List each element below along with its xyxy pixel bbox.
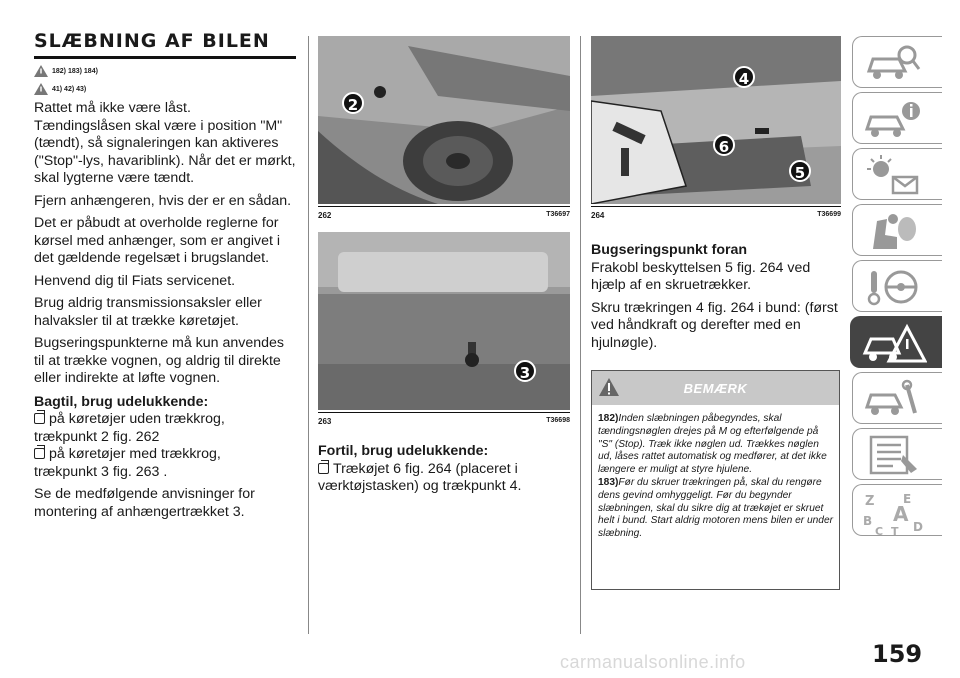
paragraph: Henvend dig til Fiats servicenet.	[34, 272, 236, 289]
rear-bumper-illustration	[318, 232, 570, 410]
breakdown-warning-icon	[861, 323, 927, 363]
bullet-line	[318, 461, 568, 479]
svg-text:T: T	[891, 525, 899, 537]
checkbox-bullet-icon	[34, 413, 45, 424]
svg-text:E: E	[903, 492, 912, 506]
figure-caption	[318, 206, 570, 222]
figure-caption	[318, 412, 570, 428]
bullet-text: på køretøjer uden trækkrog,	[49, 411, 225, 427]
column-divider	[580, 36, 581, 634]
figure-number: 264	[591, 211, 605, 220]
warning-refs-2	[34, 83, 296, 95]
callout-2: 2	[342, 92, 364, 114]
paragraph: Brug aldrig transmissionsaksler eller halvaksler til at trække køretøjet.	[34, 295, 262, 329]
paragraph: Frakobl beskyttelsen 5 fig. 264 ved hjælp af en skruetrækker.	[591, 259, 811, 293]
figure-262-rear-tow-point	[318, 36, 570, 204]
page-title: SLÆBNING AF BILEN	[34, 30, 296, 59]
svg-text:D: D	[913, 520, 923, 534]
bullet-continuation: trækpunkt 3 fig. 263 .	[34, 463, 168, 480]
figure-code: T36698	[546, 417, 570, 424]
bullet-text: på køretøjer med trækkrog,	[49, 446, 221, 462]
note-label: BEMÆRK	[683, 381, 748, 396]
paragraph: Bugseringspunkterne må kun anvendes til at trække vognen, og aldrig til direkte eller indirekte at løfte vognen.	[34, 335, 285, 386]
note-ref: 182)	[598, 413, 619, 424]
sidebar-tab-car-info[interactable]	[852, 92, 942, 144]
sidebar-tab-maintenance[interactable]	[852, 372, 942, 424]
svg-text:Z: Z	[865, 494, 875, 509]
watermark: carmanualsonline.info	[560, 652, 746, 672]
warning-triangle-icon	[34, 83, 48, 95]
warning-triangle-icon	[34, 65, 48, 77]
checkbox-bullet-icon	[318, 463, 329, 474]
warning-refs-text: 41) 42) 43)	[52, 85, 87, 93]
warning-refs-1	[34, 65, 296, 77]
figure-264-front-tow-point	[591, 36, 841, 204]
note-text: Inden slæbningen påbegyndes, skal tændingsnøglen drejes på M og efterfølgende på "S" (Stop). Træk ikke nøglen ud. Trækkes nøglen ud, låses rattet automatisk og medfører, at det ikke længere er muligt at styre hjulene.	[598, 413, 827, 476]
svg-text:C: C	[875, 525, 884, 537]
figure-number: 262	[318, 211, 332, 220]
callout-4: 4	[733, 66, 755, 88]
paragraph: Se de medfølgende anvisninger for montering af anhængertrækket 3.	[34, 486, 255, 520]
note-item	[598, 413, 833, 477]
figure-263-tow-hook	[318, 232, 570, 410]
bullet-text: Trækøjet 6 fig. 264 (placeret i	[333, 460, 518, 477]
sidebar-tab-index[interactable]	[852, 484, 942, 536]
sidebar-tab-specifications[interactable]	[852, 428, 942, 480]
sidebar-tab-car-search[interactable]	[852, 36, 942, 88]
main-column	[34, 30, 296, 521]
callout-3: 3	[514, 360, 536, 382]
rear-underbody-illustration	[318, 36, 570, 204]
bullet-continuation: trækpunkt 2 fig. 262	[34, 428, 160, 445]
front-tow-section	[318, 443, 568, 496]
bullet-continuation: værktøjstasken) og trækpunkt 4.	[318, 478, 522, 494]
page-number: 159	[872, 640, 923, 668]
column-divider	[308, 36, 309, 634]
sidebar-tab-airbag[interactable]	[852, 204, 942, 256]
subheading: Fortil, brug udelukkende:	[318, 443, 489, 459]
paragraph: Tændingslåsen skal være i position "M" (tændt), så signaleringen kan aktiveres ("Stop"-lys, havariblink). Når det er mørkt, skal lygterne være tændt.	[34, 117, 296, 186]
car-maintenance-icon	[863, 379, 923, 419]
figure-caption	[591, 206, 841, 222]
lights-mail-icon	[863, 155, 923, 195]
note-item	[598, 477, 833, 541]
figure-number: 263	[318, 417, 332, 426]
paragraph: Skru trækringen 4 fig. 264 i bund: (først ved håndkraft og derefter med en hjulnøgle).	[591, 299, 838, 351]
note-text: Før du skruer trækringen på, skal du rengøre dens gevind omhyggeligt. Før du begynder slæbningen, skal du sikre dig at trækøjet er skruet helt i bund. Start aldrig motoren mens bilen er under slæbning.	[598, 476, 834, 540]
note-ref: 183)	[598, 476, 619, 488]
figure-code: T36699	[817, 211, 841, 218]
paragraph: Rattet må ikke være låst.	[34, 100, 191, 116]
checkbox-bullet-icon	[34, 448, 45, 459]
figure-code: T36697	[546, 211, 570, 218]
document-list-icon	[863, 435, 923, 475]
subheading: Bagtil, brug udelukkende:	[34, 393, 209, 410]
callout-5: 5	[789, 160, 811, 182]
paragraph: Det er påbudt at overholde reglerne for kørsel med anhænger, som er angivet i det gældende regelsæt i brugslandet.	[34, 215, 281, 266]
note-body	[592, 405, 839, 541]
sidebar-tab-breakdown-active[interactable]	[850, 316, 942, 368]
airbag-seat-icon	[863, 211, 923, 251]
note-box	[591, 370, 840, 590]
paragraph: Fjern anhængeren, hvis der er en sådan.	[34, 192, 292, 209]
subheading: Bugseringspunkt foran	[591, 242, 748, 258]
sidebar-tab-key-steering[interactable]	[852, 260, 942, 312]
sidebar-tab-lights[interactable]	[852, 148, 942, 200]
alphabet-index-icon	[863, 491, 933, 537]
bullet-line	[34, 446, 296, 464]
front-tow-point-section	[591, 242, 841, 352]
warning-refs-text: 182) 183) 184)	[52, 67, 98, 75]
note-header	[592, 371, 839, 405]
svg-text:B: B	[863, 514, 873, 528]
car-info-icon	[863, 99, 923, 139]
svg-text:A: A	[893, 502, 909, 526]
callout-6: 6	[713, 134, 735, 156]
car-search-icon	[863, 43, 923, 83]
bullet-line	[34, 411, 296, 429]
key-steering-icon	[863, 267, 923, 307]
